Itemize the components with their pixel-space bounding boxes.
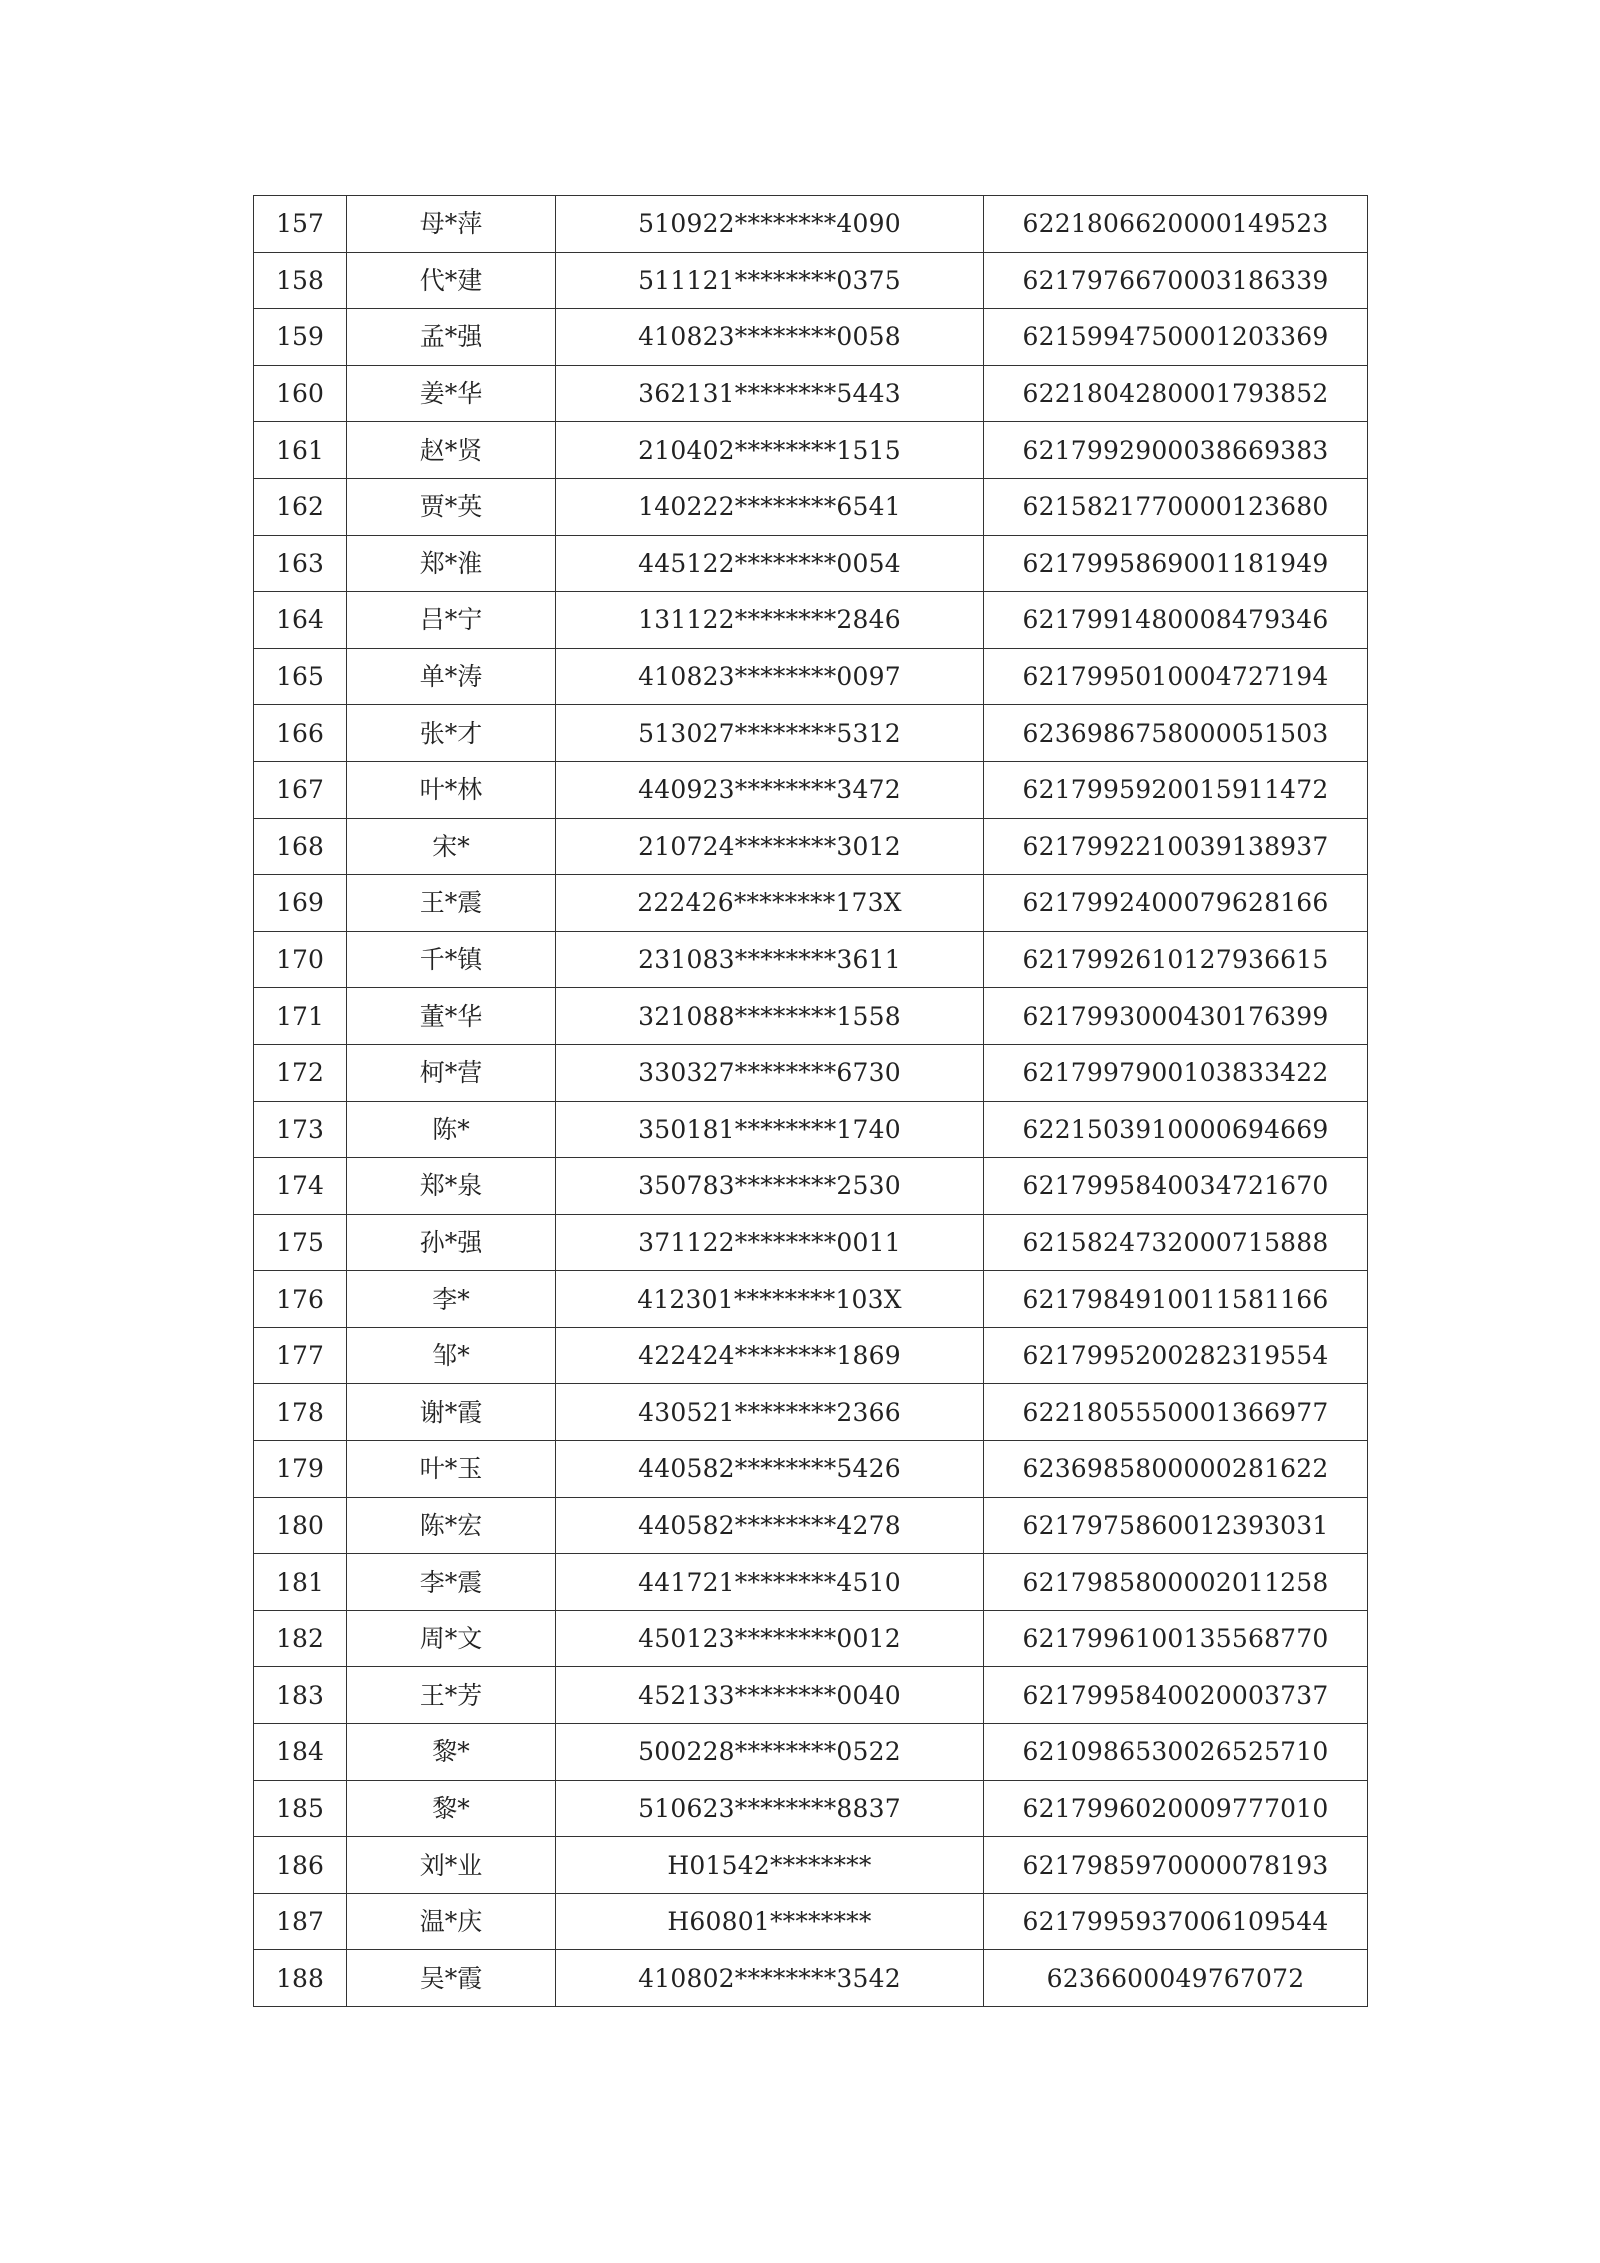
table-row xyxy=(254,422,1368,479)
account-number-cell: 6221806620000149523 xyxy=(984,196,1368,253)
table-row xyxy=(254,1497,1368,1554)
name-cell: 孙*强 xyxy=(347,1214,556,1271)
name-cell: 郑*淮 xyxy=(347,535,556,592)
id-number-cell: 513027********5312 xyxy=(556,705,984,762)
table-row xyxy=(254,252,1368,309)
account-number-cell: 6217992400079628166 xyxy=(984,875,1368,932)
row-number-cell: 188 xyxy=(254,1950,347,2007)
row-number-cell: 160 xyxy=(254,365,347,422)
account-number-cell: 6217992900038669383 xyxy=(984,422,1368,479)
name-cell: 陈* xyxy=(347,1101,556,1158)
table-row xyxy=(254,1724,1368,1781)
row-number-cell: 170 xyxy=(254,931,347,988)
account-number-cell: 6236600049767072 xyxy=(984,1950,1368,2007)
id-number-cell: 350181********1740 xyxy=(556,1101,984,1158)
row-number-cell: 157 xyxy=(254,196,347,253)
account-number-cell: 6217995840020003737 xyxy=(984,1667,1368,1724)
name-cell: 黎* xyxy=(347,1724,556,1781)
row-number-cell: 165 xyxy=(254,648,347,705)
id-number-cell: 350783********2530 xyxy=(556,1158,984,1215)
row-number-cell: 180 xyxy=(254,1497,347,1554)
row-number-cell: 159 xyxy=(254,309,347,366)
id-number-cell: H60801******** xyxy=(556,1893,984,1950)
account-number-cell: 6221503910000694669 xyxy=(984,1101,1368,1158)
name-cell: 黎* xyxy=(347,1780,556,1837)
name-cell: 吴*霞 xyxy=(347,1950,556,2007)
id-number-cell: 450123********0012 xyxy=(556,1610,984,1667)
row-number-cell: 162 xyxy=(254,478,347,535)
account-number-cell: 6217976670003186339 xyxy=(984,252,1368,309)
account-number-cell: 6217996020009777010 xyxy=(984,1780,1368,1837)
id-number-cell: 440923********3472 xyxy=(556,761,984,818)
row-number-cell: 185 xyxy=(254,1780,347,1837)
account-number-cell: 6217995010004727194 xyxy=(984,648,1368,705)
name-cell: 吕*宁 xyxy=(347,592,556,649)
row-number-cell: 167 xyxy=(254,761,347,818)
row-number-cell: 166 xyxy=(254,705,347,762)
table-row xyxy=(254,1384,1368,1441)
account-number-cell: 6217995869001181949 xyxy=(984,535,1368,592)
account-number-cell: 6217995840034721670 xyxy=(984,1158,1368,1215)
name-cell: 谢*霞 xyxy=(347,1384,556,1441)
name-cell: 董*华 xyxy=(347,988,556,1045)
table-row xyxy=(254,1780,1368,1837)
row-number-cell: 169 xyxy=(254,875,347,932)
row-number-cell: 174 xyxy=(254,1158,347,1215)
id-number-cell: 410823********0058 xyxy=(556,309,984,366)
name-cell: 叶*玉 xyxy=(347,1441,556,1498)
table-row xyxy=(254,648,1368,705)
name-cell: 李* xyxy=(347,1271,556,1328)
row-number-cell: 164 xyxy=(254,592,347,649)
name-cell: 千*镇 xyxy=(347,931,556,988)
id-number-cell: 210402********1515 xyxy=(556,422,984,479)
name-cell: 叶*林 xyxy=(347,761,556,818)
table-row xyxy=(254,1837,1368,1894)
name-cell: 邹* xyxy=(347,1327,556,1384)
table-row xyxy=(254,1101,1368,1158)
account-number-cell: 6236985800000281622 xyxy=(984,1441,1368,1498)
account-number-cell: 6215824732000715888 xyxy=(984,1214,1368,1271)
row-number-cell: 178 xyxy=(254,1384,347,1441)
table-row xyxy=(254,1044,1368,1101)
name-cell: 王*震 xyxy=(347,875,556,932)
account-number-cell: 6217996100135568770 xyxy=(984,1610,1368,1667)
table-row xyxy=(254,931,1368,988)
table-row xyxy=(254,875,1368,932)
table-row xyxy=(254,1327,1368,1384)
account-number-cell: 6217993000430176399 xyxy=(984,988,1368,1045)
table-row xyxy=(254,592,1368,649)
row-number-cell: 184 xyxy=(254,1724,347,1781)
id-number-cell: 140222********6541 xyxy=(556,478,984,535)
row-number-cell: 172 xyxy=(254,1044,347,1101)
name-cell: 贾*英 xyxy=(347,478,556,535)
table-row xyxy=(254,196,1368,253)
id-number-cell: 371122********0011 xyxy=(556,1214,984,1271)
id-number-cell: 440582********4278 xyxy=(556,1497,984,1554)
account-number-cell: 6210986530026525710 xyxy=(984,1724,1368,1781)
name-cell: 温*庆 xyxy=(347,1893,556,1950)
table-row xyxy=(254,1950,1368,2007)
name-cell: 宋* xyxy=(347,818,556,875)
id-number-cell: 500228********0522 xyxy=(556,1724,984,1781)
row-number-cell: 177 xyxy=(254,1327,347,1384)
id-number-cell: 222426********173X xyxy=(556,875,984,932)
name-cell: 张*才 xyxy=(347,705,556,762)
name-cell: 李*震 xyxy=(347,1554,556,1611)
id-number-cell: 410823********0097 xyxy=(556,648,984,705)
roster-table xyxy=(253,195,1368,2007)
row-number-cell: 186 xyxy=(254,1837,347,1894)
id-number-cell: 511121********0375 xyxy=(556,252,984,309)
name-cell: 赵*贤 xyxy=(347,422,556,479)
table-row xyxy=(254,705,1368,762)
row-number-cell: 183 xyxy=(254,1667,347,1724)
row-number-cell: 168 xyxy=(254,818,347,875)
table-row xyxy=(254,1271,1368,1328)
account-number-cell: 6221804280001793852 xyxy=(984,365,1368,422)
table-row xyxy=(254,535,1368,592)
id-number-cell: 510922********4090 xyxy=(556,196,984,253)
roster-table-body xyxy=(254,196,1368,2007)
id-number-cell: 430521********2366 xyxy=(556,1384,984,1441)
row-number-cell: 175 xyxy=(254,1214,347,1271)
id-number-cell: 422424********1869 xyxy=(556,1327,984,1384)
name-cell: 柯*营 xyxy=(347,1044,556,1101)
name-cell: 陈*宏 xyxy=(347,1497,556,1554)
row-number-cell: 158 xyxy=(254,252,347,309)
name-cell: 刘*业 xyxy=(347,1837,556,1894)
account-number-cell: 6217991480008479346 xyxy=(984,592,1368,649)
id-number-cell: 362131********5443 xyxy=(556,365,984,422)
account-number-cell: 6217995920015911472 xyxy=(984,761,1368,818)
table-row xyxy=(254,365,1368,422)
row-number-cell: 176 xyxy=(254,1271,347,1328)
id-number-cell: 131122********2846 xyxy=(556,592,984,649)
name-cell: 周*文 xyxy=(347,1610,556,1667)
account-number-cell: 6217992610127936615 xyxy=(984,931,1368,988)
row-number-cell: 179 xyxy=(254,1441,347,1498)
row-number-cell: 163 xyxy=(254,535,347,592)
table-row xyxy=(254,1441,1368,1498)
id-number-cell: 445122********0054 xyxy=(556,535,984,592)
id-number-cell: 410802********3542 xyxy=(556,1950,984,2007)
table-row xyxy=(254,478,1368,535)
row-number-cell: 173 xyxy=(254,1101,347,1158)
account-number-cell: 6217992210039138937 xyxy=(984,818,1368,875)
table-row xyxy=(254,309,1368,366)
account-number-cell: 6217995937006109544 xyxy=(984,1893,1368,1950)
id-number-cell: 510623********8837 xyxy=(556,1780,984,1837)
account-number-cell: 6217985970000078193 xyxy=(984,1837,1368,1894)
account-number-cell: 6217975860012393031 xyxy=(984,1497,1368,1554)
row-number-cell: 171 xyxy=(254,988,347,1045)
id-number-cell: 440582********5426 xyxy=(556,1441,984,1498)
name-cell: 姜*华 xyxy=(347,365,556,422)
account-number-cell: 6217984910011581166 xyxy=(984,1271,1368,1328)
table-row xyxy=(254,1158,1368,1215)
table-row xyxy=(254,818,1368,875)
row-number-cell: 161 xyxy=(254,422,347,479)
id-number-cell: 441721********4510 xyxy=(556,1554,984,1611)
id-number-cell: 330327********6730 xyxy=(556,1044,984,1101)
account-number-cell: 6217997900103833422 xyxy=(984,1044,1368,1101)
table-row xyxy=(254,1214,1368,1271)
table-row xyxy=(254,1667,1368,1724)
name-cell: 王*芳 xyxy=(347,1667,556,1724)
name-cell: 郑*泉 xyxy=(347,1158,556,1215)
id-number-cell: H01542******** xyxy=(556,1837,984,1894)
id-number-cell: 412301********103X xyxy=(556,1271,984,1328)
name-cell: 母*萍 xyxy=(347,196,556,253)
name-cell: 单*涛 xyxy=(347,648,556,705)
table-row xyxy=(254,988,1368,1045)
id-number-cell: 321088********1558 xyxy=(556,988,984,1045)
name-cell: 孟*强 xyxy=(347,309,556,366)
table-row xyxy=(254,1893,1368,1950)
table-row xyxy=(254,1610,1368,1667)
account-number-cell: 6217995200282319554 xyxy=(984,1327,1368,1384)
row-number-cell: 181 xyxy=(254,1554,347,1611)
account-number-cell: 6236986758000051503 xyxy=(984,705,1368,762)
table-row xyxy=(254,1554,1368,1611)
name-cell: 代*建 xyxy=(347,252,556,309)
table-row xyxy=(254,761,1368,818)
id-number-cell: 210724********3012 xyxy=(556,818,984,875)
row-number-cell: 182 xyxy=(254,1610,347,1667)
account-number-cell: 6215994750001203369 xyxy=(984,309,1368,366)
id-number-cell: 231083********3611 xyxy=(556,931,984,988)
row-number-cell: 187 xyxy=(254,1893,347,1950)
account-number-cell: 6215821770000123680 xyxy=(984,478,1368,535)
account-number-cell: 6221805550001366977 xyxy=(984,1384,1368,1441)
account-number-cell: 6217985800002011258 xyxy=(984,1554,1368,1611)
id-number-cell: 452133********0040 xyxy=(556,1667,984,1724)
